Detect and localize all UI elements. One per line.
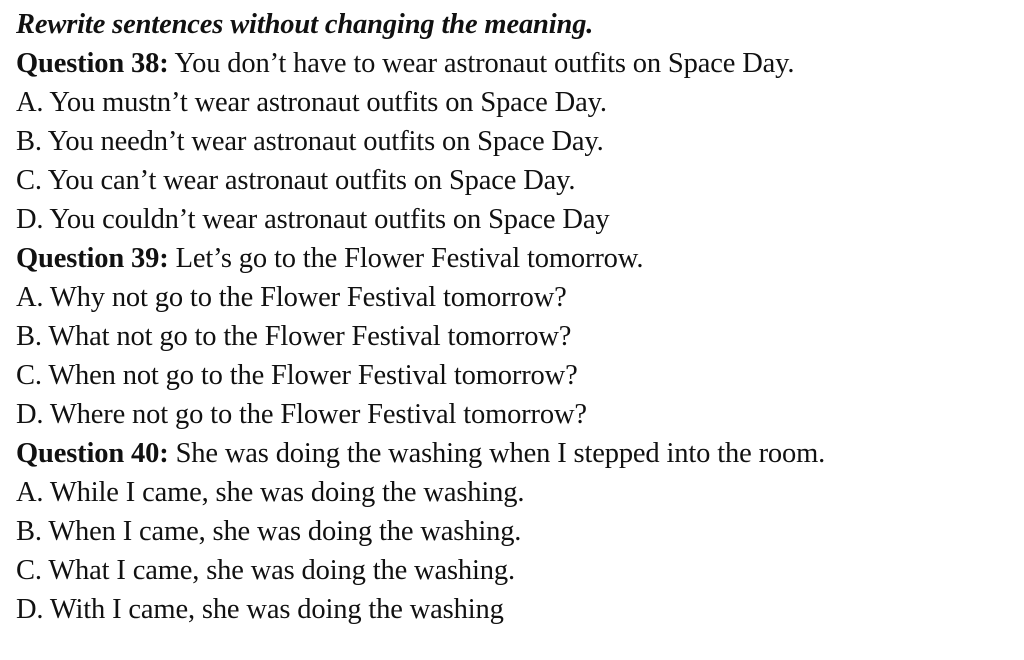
- question-40: [16, 434, 825, 473]
- option-text: You can’t wear astronaut outfits on Space Day.: [47, 165, 576, 196]
- option-letter: C.: [16, 555, 42, 586]
- option-text: Why not go to the Flower Festival tomorrow?: [49, 282, 567, 313]
- question-40-option-d: [16, 590, 504, 629]
- option-letter: A.: [16, 477, 44, 508]
- option-text: When not go to the Flower Festival tomorrow?: [48, 360, 578, 391]
- question-label: Question 40:: [16, 438, 169, 469]
- option-letter: B.: [16, 126, 42, 157]
- option-text: While I came, she was doing the washing.: [49, 477, 525, 508]
- question-39-option-d: [16, 395, 587, 434]
- question-38-option-d: [16, 200, 609, 239]
- instruction-heading: Rewrite sentences without changing the meaning.: [16, 9, 594, 40]
- option-text: When I came, she was doing the washing.: [48, 516, 522, 547]
- worksheet: [16, 0, 1016, 660]
- option-letter: D.: [16, 594, 44, 625]
- question-40-option-c: [16, 551, 515, 590]
- option-letter: D.: [16, 204, 44, 235]
- option-text: With I came, she was doing the washing: [49, 594, 504, 625]
- question-prompt: Let’s go to the Flower Festival tomorrow.: [175, 243, 644, 274]
- option-letter: B.: [16, 516, 42, 547]
- question-40-option-a: [16, 473, 524, 512]
- question-prompt: You don’t have to wear astronaut outfits on Space Day.: [174, 48, 795, 79]
- option-letter: B.: [16, 321, 42, 352]
- option-letter: C.: [16, 165, 42, 196]
- question-39-option-c: [16, 356, 578, 395]
- question-39: [16, 239, 643, 278]
- question-39-option-b: [16, 317, 571, 356]
- question-38-option-c: [16, 161, 575, 200]
- option-text: You mustn’t wear astronaut outfits on Space Day.: [49, 87, 607, 118]
- question-prompt: She was doing the washing when I stepped into the room.: [175, 438, 826, 469]
- option-letter: A.: [16, 87, 44, 118]
- option-text: Where not go to the Flower Festival tomorrow?: [49, 399, 587, 430]
- question-38-option-b: [16, 122, 604, 161]
- option-text: You needn’t wear astronaut outfits on Space Day.: [47, 126, 604, 157]
- option-letter: A.: [16, 282, 44, 313]
- question-38: [16, 44, 794, 83]
- option-text: What not go to the Flower Festival tomorrow?: [48, 321, 572, 352]
- question-39-option-a: [16, 278, 567, 317]
- question-38-option-a: [16, 83, 607, 122]
- option-text: What I came, she was doing the washing.: [48, 555, 515, 586]
- question-label: Question 38:: [16, 48, 169, 79]
- question-40-option-b: [16, 512, 521, 551]
- option-text: You couldn’t wear astronaut outfits on Space Day: [49, 204, 610, 235]
- question-label: Question 39:: [16, 243, 169, 274]
- option-letter: C.: [16, 360, 42, 391]
- option-letter: D.: [16, 399, 44, 430]
